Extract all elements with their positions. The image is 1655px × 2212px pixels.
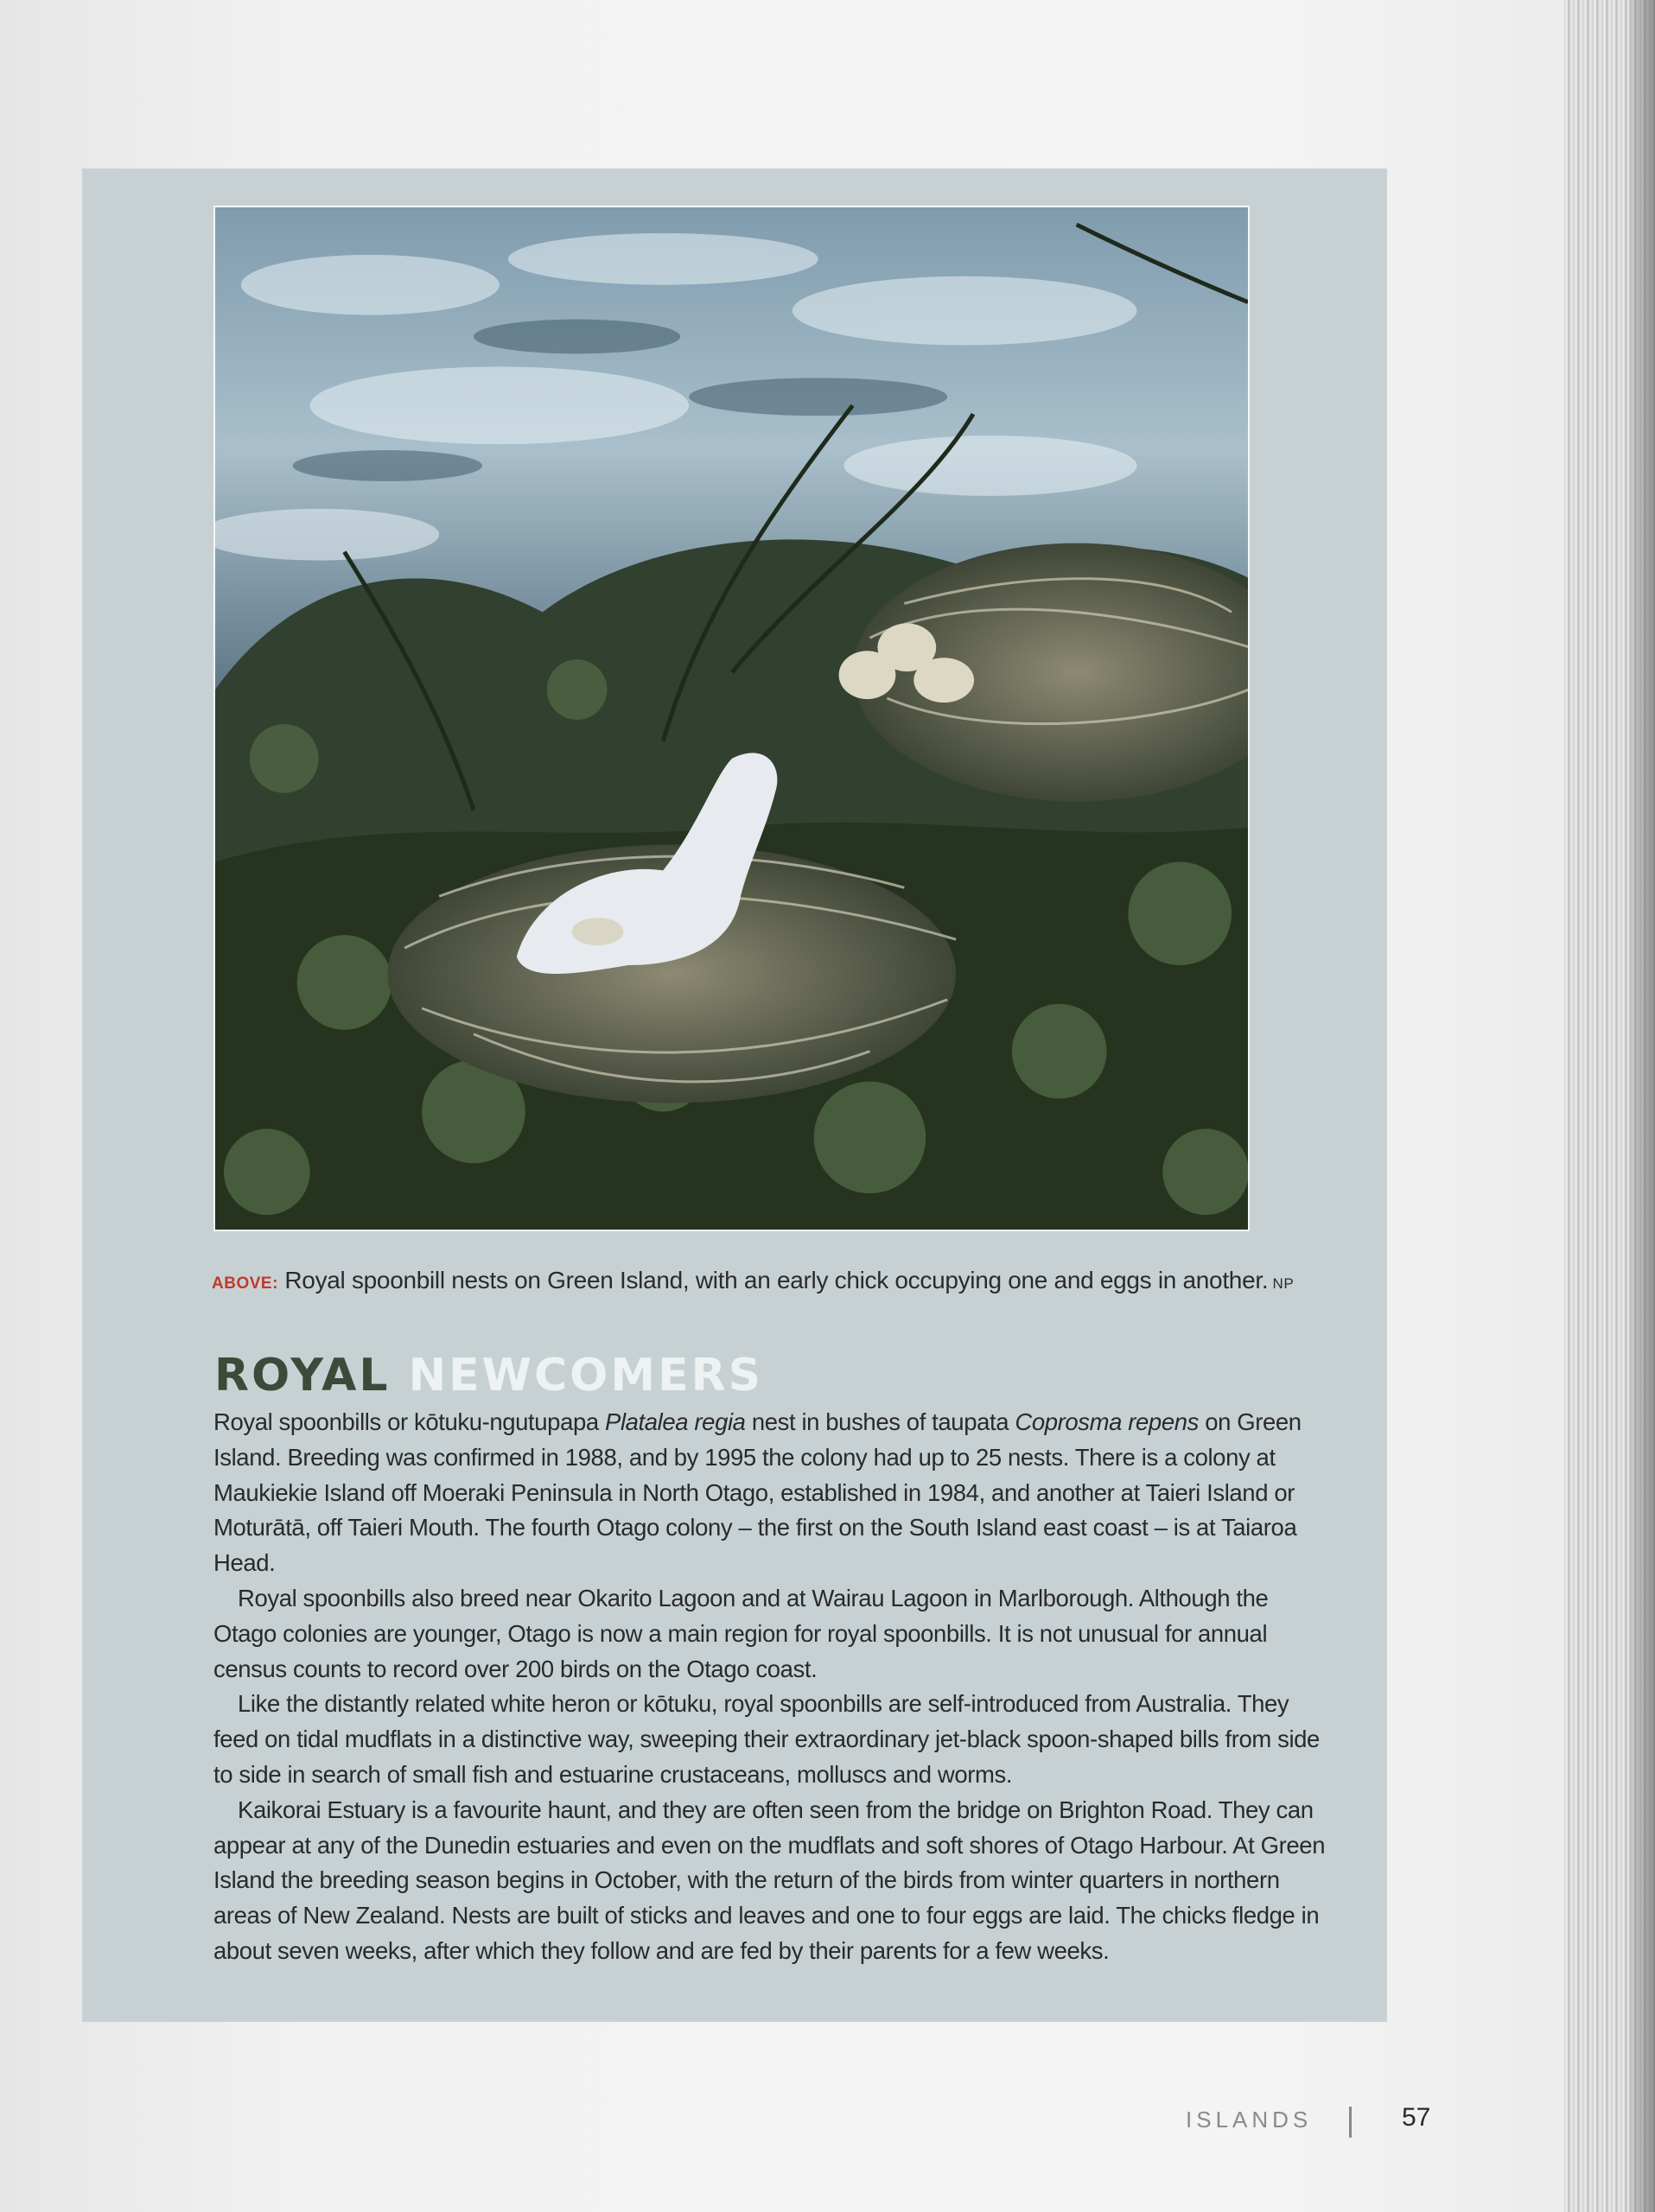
caption-credit: NP: [1268, 1275, 1295, 1292]
heading-word-newcomers: NEWCOMERS: [408, 1350, 764, 1402]
article-body: [213, 1405, 1337, 1969]
section-heading: [214, 1350, 763, 1402]
paragraph-3: Like the distantly related white heron or kōtuku, royal spoonbills are self-introduced from Australia. They feed on tidal mudflats in a distinctive way, sweeping their extraordinary jet-black spoon-shaped bills from side to side in search of small fish and estuarine crustaceans, molluscs and worms.: [213, 1690, 1320, 1788]
paragraph-4: Kaikorai Estuary is a favourite haunt, and they are often seen from the bridge on Brighton Road. They can appear at any of the Dunedin estuaries and even on the mudflats and soft shores of Otago Harbour. At Green Island the breeding season begins in October, with the return of the birds from winter quarters in northern areas of New Zealand. Nests are built of sticks and leaves and one to four eggs are laid. The chicks fledge in about seven weeks, after which they follow and are fed by their parents for a few weeks.: [213, 1796, 1326, 1964]
footer-section-name: ISLANDS: [1186, 2107, 1313, 2133]
page-number: 57: [1402, 2103, 1431, 2132]
photo-illustration: [215, 207, 1248, 1230]
caption-text: Royal spoonbill nests on Green Island, with an early chick occupying one and eggs in another.: [277, 1267, 1269, 1294]
photo-caption: [212, 1267, 1387, 1294]
paragraph-1: Royal spoonbills or kōtuku-ngutupapa Platalea regia nest in bushes of taupata Coprosma repens on Green Island. Breeding was confirmed in 1988, and by 1995 the colony had up to 25 nests. There is a colony at Maukiekie Island off Moeraki Peninsula in North Otago, established in 1984, and another at Taieri Island or Moturātā, off Taieri Mouth. The fourth Otago colony – the first on the South Island east coast – is at Taiaroa Head.: [213, 1408, 1302, 1577]
paragraph-2: Royal spoonbills also breed near Okarito Lagoon and at Wairau Lagoon in Marlborough. Although the Otago colonies are younger, Otago is now a main region for royal spoonbills. It is not unusual for annual census counts to record over 200 birds on the Otago coast.: [213, 1584, 1269, 1682]
spoonbill-nest-photo: [213, 206, 1250, 1231]
heading-word-royal: ROYAL: [214, 1350, 391, 1402]
footer-divider: [1349, 2107, 1352, 2138]
caption-lead: ABOVE:: [212, 1274, 278, 1293]
page-stack-edge: [1564, 0, 1655, 2212]
